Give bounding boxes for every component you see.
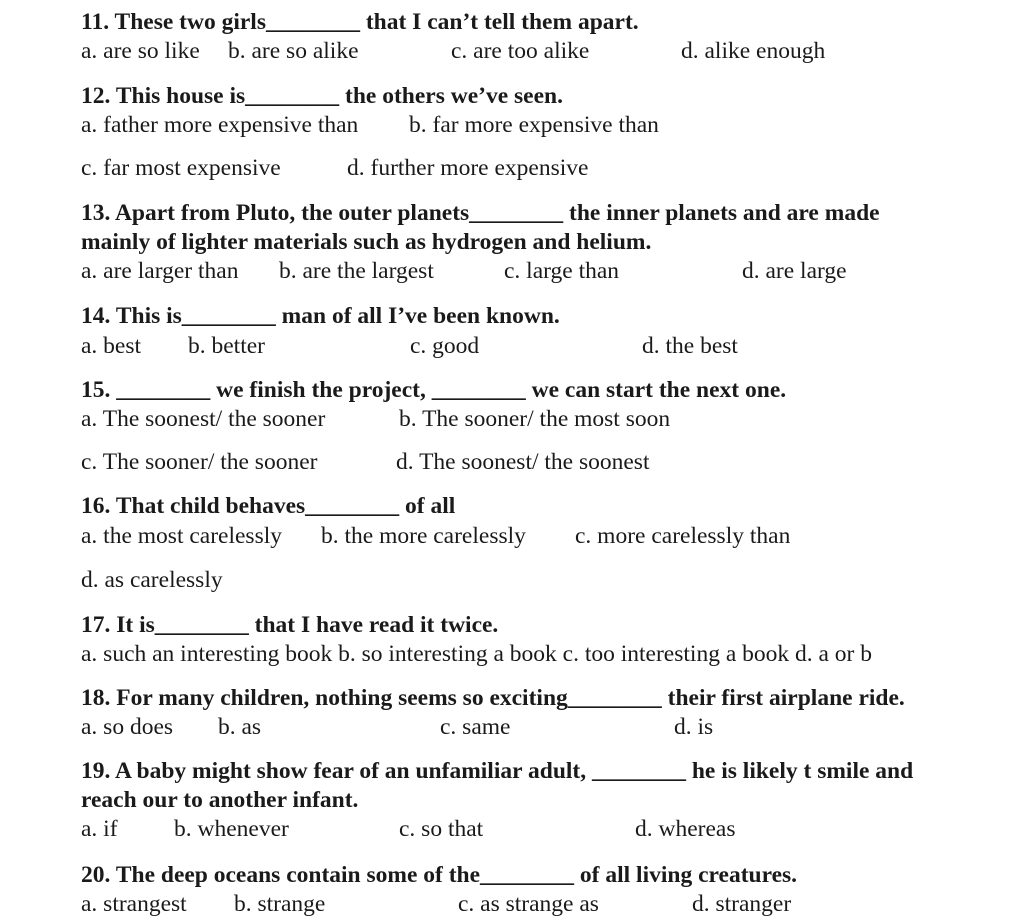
option-b: b. the more carelessly bbox=[321, 523, 526, 549]
question-15-stem: 15. ________ we finish the project, ________ we can start the next one. bbox=[81, 377, 787, 403]
question-20-stem: 20. The deep oceans contain some of the________ of all living creatures. bbox=[81, 862, 798, 888]
option-b: b. strange bbox=[234, 891, 326, 917]
option-d: d. further more expensive bbox=[347, 155, 589, 181]
option-d: d. is bbox=[674, 714, 714, 740]
option-c: c. same bbox=[440, 714, 511, 740]
option-a: a. father more expensive than bbox=[81, 112, 359, 138]
option-d: d. as carelessly bbox=[81, 567, 223, 593]
option-d: d. stranger bbox=[692, 891, 792, 917]
option-a: a. so does bbox=[81, 714, 174, 740]
option-d: d. The soonest/ the soonest bbox=[396, 449, 650, 475]
option-a: a. are larger than bbox=[81, 258, 239, 284]
option-b: b. far more expensive than bbox=[409, 112, 659, 138]
option-a: a. the most carelessly bbox=[81, 523, 282, 549]
option-b: b. as bbox=[218, 714, 262, 740]
option-a: a. are so like bbox=[81, 38, 200, 64]
option-d: d. alike enough bbox=[681, 38, 826, 64]
question-11-stem: 11. These two girls________ that I can’t tell them apart. bbox=[81, 9, 639, 35]
question-17-stem: 17. It is________ that I have read it twice. bbox=[81, 612, 499, 638]
question-14-stem: 14. This is________ man of all I’ve been known. bbox=[81, 303, 560, 329]
option-c: c. so that bbox=[399, 816, 484, 842]
option-b: b. whenever bbox=[174, 816, 289, 842]
option-d: d. are large bbox=[742, 258, 847, 284]
option-a: a. The soonest/ the sooner bbox=[81, 406, 326, 432]
option-c: c. as strange as bbox=[458, 891, 599, 917]
option-b: b. are the largest bbox=[279, 258, 434, 284]
question-19-stem-line-2: reach our to another infant. bbox=[81, 787, 359, 813]
option-a: a. if bbox=[81, 816, 118, 842]
option-a: a. best bbox=[81, 333, 142, 359]
question-17-options: a. such an interesting book b. so interesting a book c. too interesting a book d. a or b bbox=[81, 641, 873, 667]
option-d: d. the best bbox=[642, 333, 738, 359]
option-c: c. are too alike bbox=[451, 38, 590, 64]
question-19-stem-line-1: 19. A baby might show fear of an unfamiliar adult, ________ he is likely t smile and bbox=[81, 758, 914, 784]
question-18-stem: 18. For many children, nothing seems so exciting________ their first airplane ride. bbox=[81, 685, 905, 711]
option-b: b. are so alike bbox=[228, 38, 359, 64]
question-16-stem: 16. That child behaves________ of all bbox=[81, 493, 456, 519]
question-13-stem-line-2: mainly of lighter materials such as hydrogen and helium. bbox=[81, 229, 652, 255]
option-c: c. The sooner/ the sooner bbox=[81, 449, 318, 475]
option-c: c. good bbox=[410, 333, 480, 359]
option-c: c. large than bbox=[504, 258, 620, 284]
option-b: b. The sooner/ the most soon bbox=[399, 406, 671, 432]
option-b: b. better bbox=[188, 333, 265, 359]
option-d: d. whereas bbox=[635, 816, 736, 842]
option-c: c. far most expensive bbox=[81, 155, 281, 181]
question-13-stem-line-1: 13. Apart from Pluto, the outer planets________ the inner planets and are made bbox=[81, 200, 880, 226]
option-a: a. strangest bbox=[81, 891, 187, 917]
option-c: c. more carelessly than bbox=[575, 523, 791, 549]
question-12-stem: 12. This house is________ the others we’ve seen. bbox=[81, 83, 563, 109]
